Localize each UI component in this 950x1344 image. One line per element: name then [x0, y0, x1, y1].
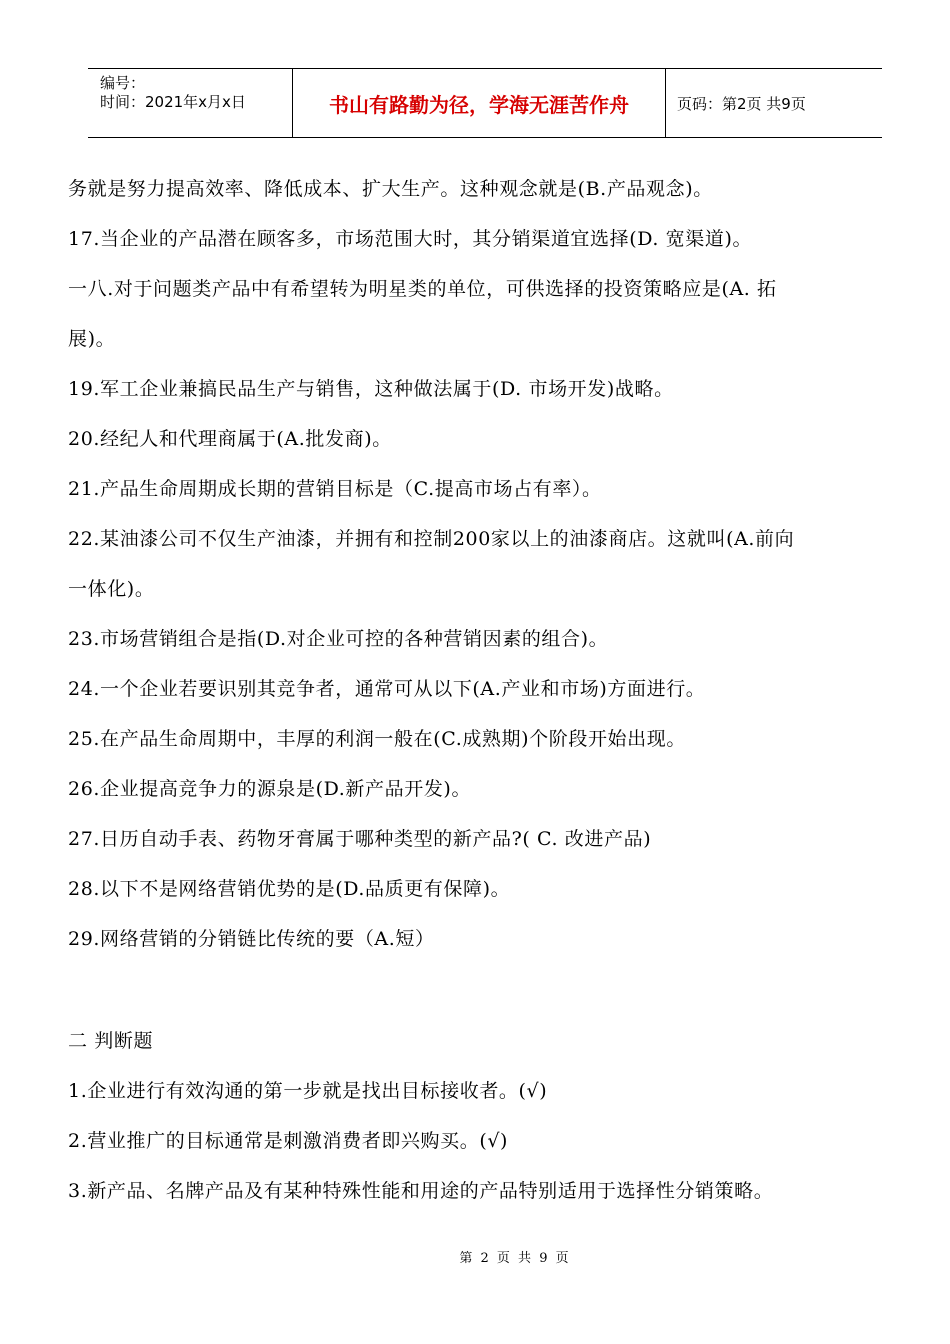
header-page-info: 页码：第2页 共9页 [677, 95, 806, 113]
text-line: 29.网络营销的分销链比传统的要（A.短） [68, 928, 435, 950]
text-line: 2.营业推广的目标通常是刺激消费者即兴购买。(√) [68, 1130, 509, 1152]
text-line: 一体化)。 [68, 578, 155, 600]
text-line: 20.经纪人和代理商属于(A.批发商)。 [68, 428, 392, 450]
text-line: 3.新产品、名牌产品及有某种特殊性能和用途的产品特别适用于选择性分销策略。 [68, 1180, 774, 1202]
text-line: 1.企业进行有效沟通的第一步就是找出目标接收者。(√) [68, 1080, 548, 1102]
text-line: 27.日历自动手表、药物牙膏属于哪种类型的新产品?( C. 改进产品) [68, 828, 652, 850]
text-line: 展)。 [68, 328, 116, 350]
header-motto: 书山有路勤为径，学海无涯苦作舟 [329, 92, 629, 117]
text-line: 28.以下不是网络营销优势的是(D.品质更有保障)。 [68, 878, 511, 900]
text-line: 26.企业提高竞争力的源泉是(D.新产品开发)。 [68, 778, 472, 800]
text-line: 25.在产品生命周期中，丰厚的利润一般在(C.成熟期)个阶段开始出现。 [68, 728, 686, 750]
time-label: 时间：2021年x月x日 [100, 93, 246, 111]
text-line: 24.一个企业若要识别其竞争者，通常可从以下(A.产业和市场)方面进行。 [68, 678, 706, 700]
text-line: 一八.对于问题类产品中有希望转为明星类的单位，可供选择的投资策略应是(A. 拓 [68, 278, 777, 300]
number-label: 编号： [100, 74, 146, 92]
page-header [88, 68, 882, 138]
text-line: 务就是努力提高效率、降低成本、扩大生产。这种观念就是(B.产品观念)。 [68, 178, 713, 200]
section-heading: 二 判断题 [68, 1030, 154, 1052]
text-line: 22.某油漆公司不仅生产油漆，并拥有和控制200家以上的油漆商店。这就叫(A.前向 [68, 528, 795, 550]
header-meta [88, 69, 292, 137]
page-footer: 第 2 页 共 9 页 [459, 1251, 571, 1266]
text-line: 17.当企业的产品潜在顾客多，市场范围大时，其分销渠道宜选择(D. 宽渠道)。 [68, 228, 753, 250]
text-line: 23.市场营销组合是指(D.对企业可控的各种营销因素的组合)。 [68, 628, 609, 650]
text-line: 19.军工企业兼搞民品生产与销售，这种做法属于(D. 市场开发)战略。 [68, 378, 674, 400]
header-divider [665, 69, 666, 137]
text-line: 21.产品生命周期成长期的营销目标是（C.提高市场占有率）。 [68, 478, 602, 500]
